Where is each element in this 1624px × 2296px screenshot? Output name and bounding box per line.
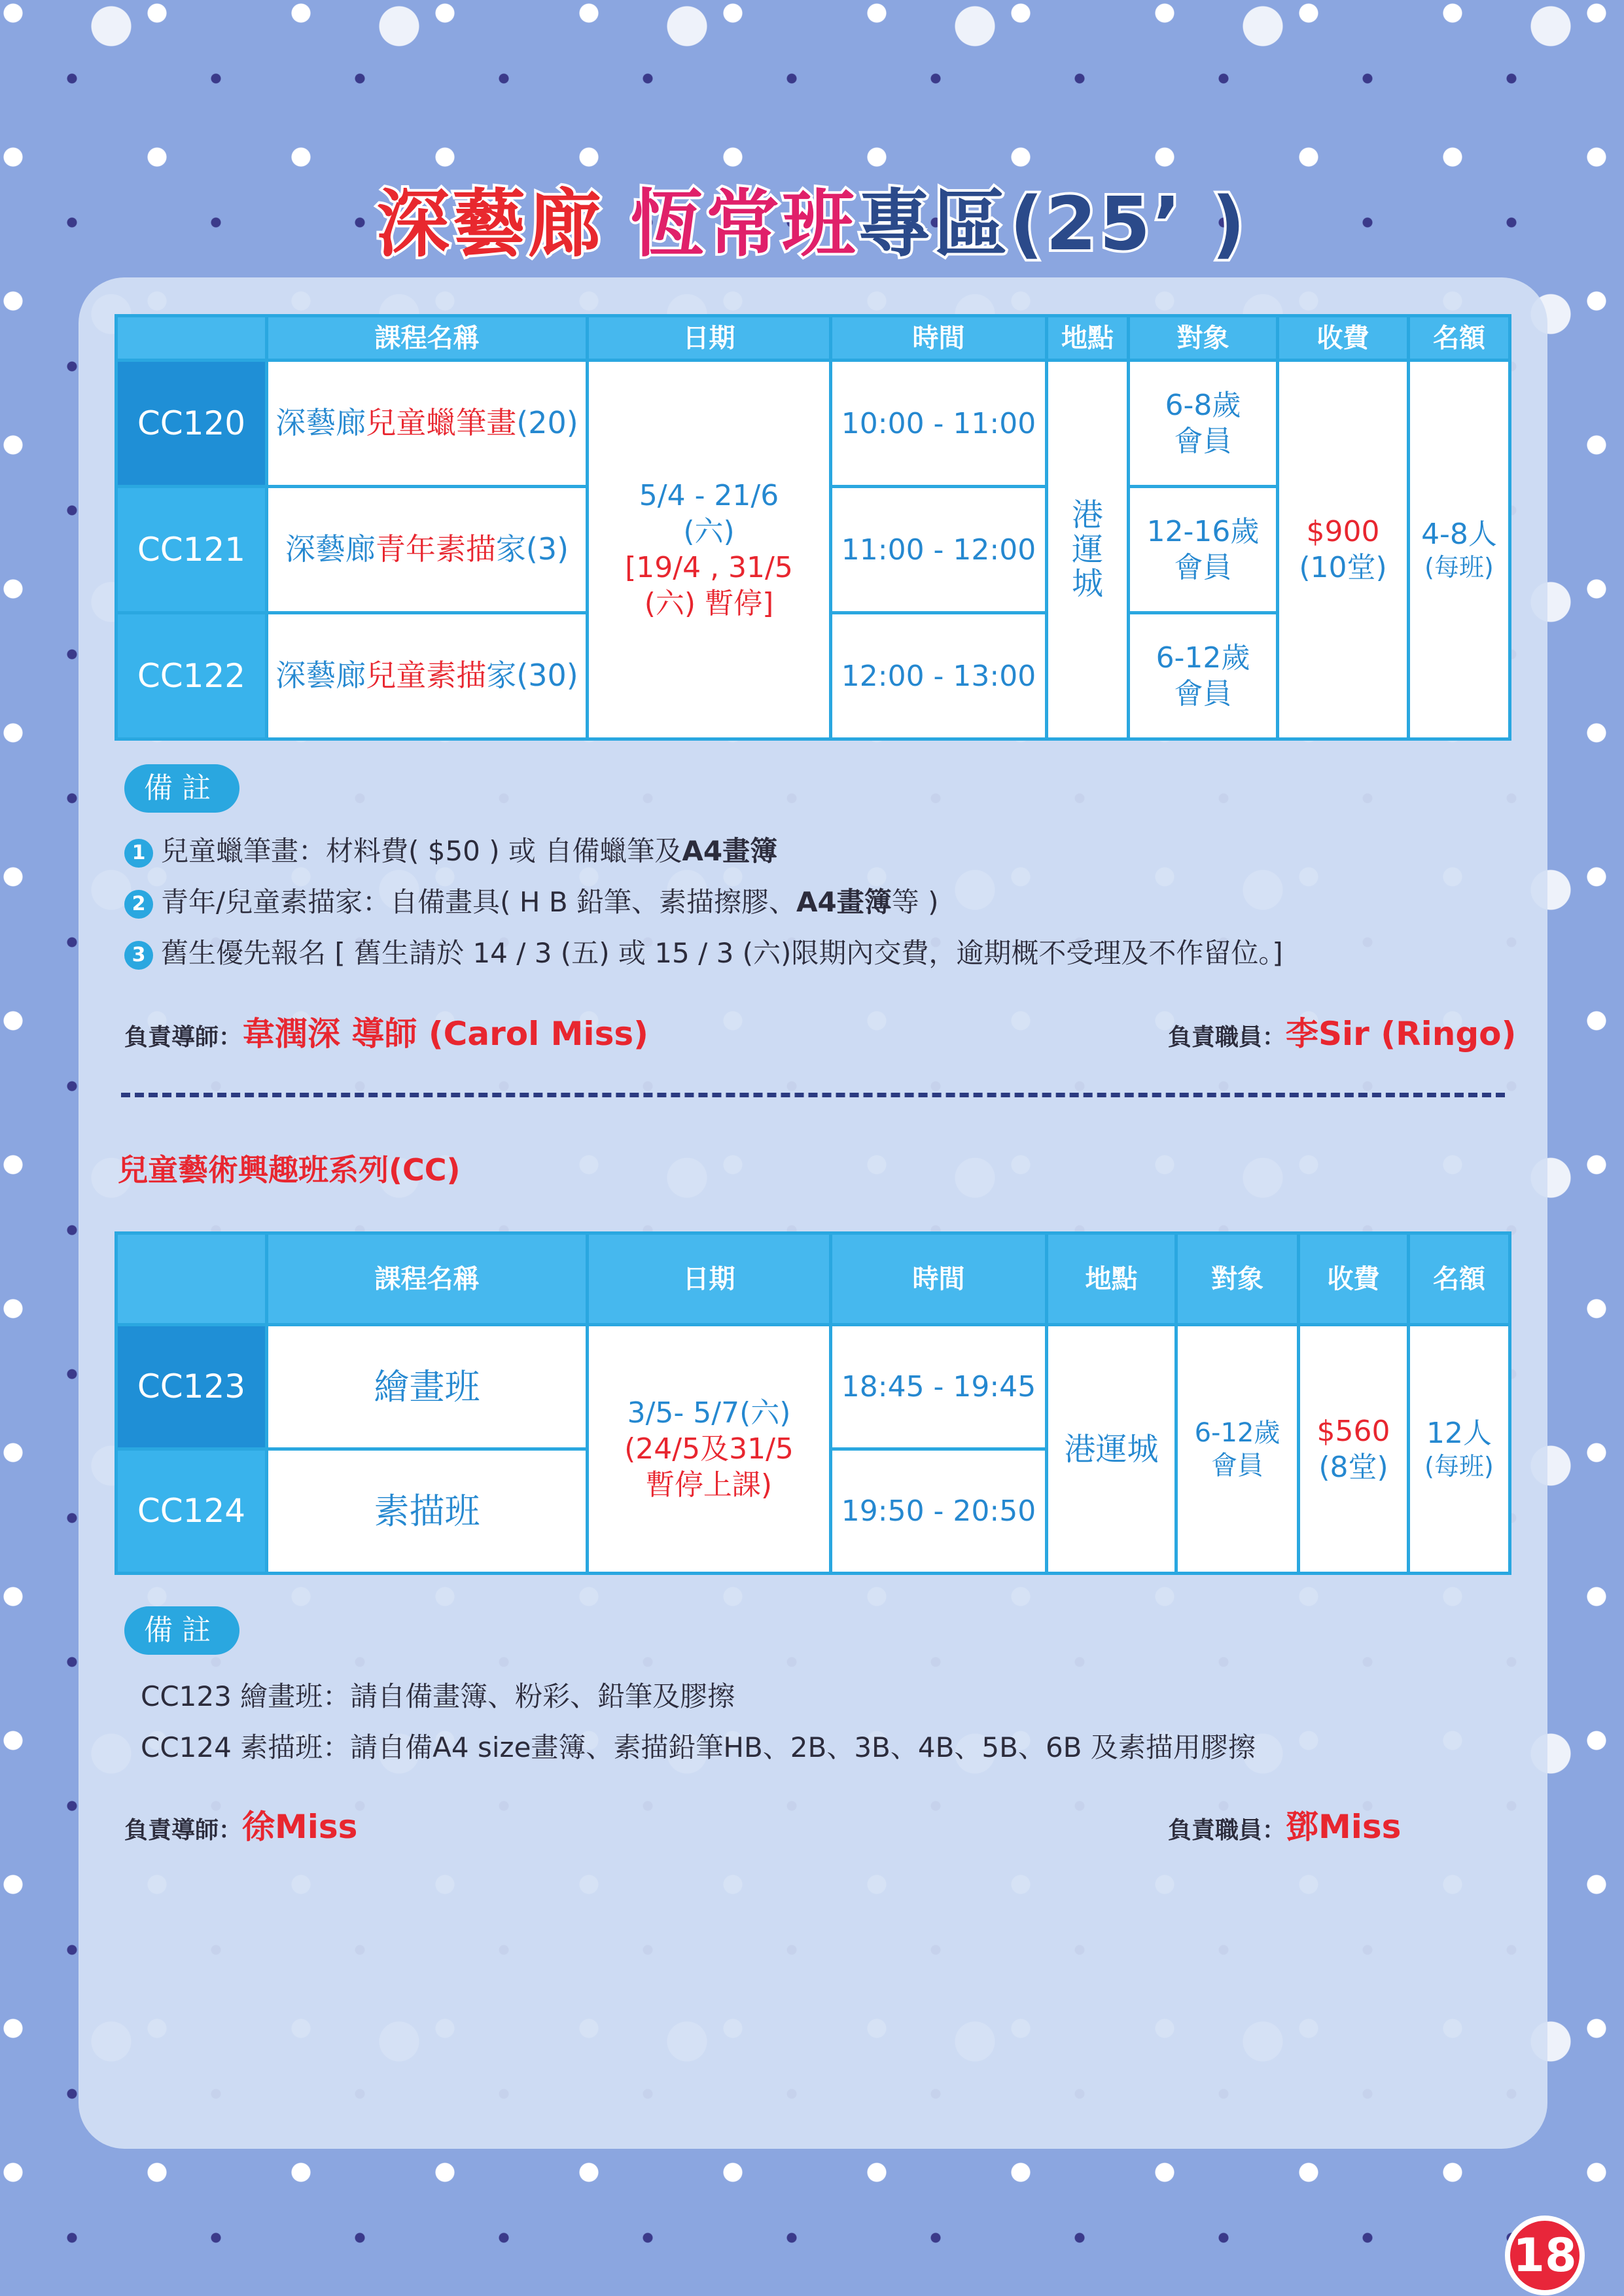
section-divider [121,1093,1505,1097]
course-quota: 4-8人 (每班) [1409,361,1510,739]
header-target: 對象 [1129,316,1278,361]
course-time: 12:00 - 13:00 [831,613,1047,739]
course-code: CC122 [116,613,267,739]
course-place: 港運城 [1047,1325,1176,1574]
remarks-badge: 備註 [124,1606,239,1655]
header-quota: 名額 [1409,316,1510,361]
header-place: 地點 [1047,1233,1176,1325]
header-course-name: 課程名稱 [267,1233,588,1325]
course-code: CC121 [116,487,267,613]
header-date: 日期 [588,1233,831,1325]
staff-credit-2: 負責職員：鄧Miss [1168,1808,1402,1846]
course-target: 12-16歲 會員 [1129,487,1278,613]
course-name: 素描班 [267,1449,588,1574]
header-fee: 收費 [1278,316,1409,361]
remark-line-1: 1 兒童蠟筆畫：材料費( $50 ) 或 自備蠟筆及A4畫簿 [124,830,777,869]
tutor-credit-2: 負責導師：徐Miss [124,1808,358,1846]
series-title: 兒童藝術興趣班系列(CC) [118,1152,461,1188]
page-number: 18 [1505,2216,1585,2295]
tutor-credit-1: 負責導師：韋潤深 導師 (Carol Miss) [124,1015,648,1053]
header-time: 時間 [831,316,1047,361]
table-row [116,361,1510,487]
course-fee: $900 (10堂) [1278,361,1409,739]
title-zone: 專區(25’ ) [858,182,1248,267]
title-gallery: 深藝廊 [376,182,605,267]
header-date: 日期 [588,316,831,361]
header-quota: 名額 [1409,1233,1510,1325]
course-time: 10:00 - 11:00 [831,361,1047,487]
schedule-table-2 [115,1231,1511,1575]
course-code: CC120 [116,361,267,487]
course-code: CC124 [116,1449,267,1574]
header-code [116,316,267,361]
table-row [116,1325,1510,1449]
course-place: 港 運 城 [1047,361,1129,739]
course-code: CC123 [116,1325,267,1449]
title-regular-class: 恆常班 [630,182,858,267]
remark-line-3: 3 舊生優先報名 [ 舊生請於 14 / 3 (五) 或 15 / 3 (六)限期內交費，逾期概不受理及不作留位。] [124,932,1283,971]
course-name: 深藝廊兒童素描家(30) [267,613,588,739]
course-name: 深藝廊兒童蠟筆畫(20) [267,361,588,487]
course-target: 6-12歲 會員 [1129,613,1278,739]
remark-line-1: CC123 繪畫班：請自備畫簿、粉彩、鉛筆及膠擦 [141,1680,735,1712]
course-time: 11:00 - 12:00 [831,487,1047,613]
header-fee: 收費 [1299,1233,1409,1325]
header-code [116,1233,267,1325]
header-course-name: 課程名稱 [267,316,588,361]
course-time: 19:50 - 20:50 [831,1449,1047,1574]
course-fee: $560 (8堂) [1299,1325,1409,1574]
course-target: 6-12歲 會員 [1176,1325,1299,1574]
course-name: 繪畫班 [267,1325,588,1449]
header-time: 時間 [831,1233,1047,1325]
course-quota: 12人 (每班) [1409,1325,1510,1574]
header-place: 地點 [1047,316,1129,361]
staff-credit-1: 負責職員：李Sir (Ringo) [1168,1015,1517,1053]
schedule-table-1 [115,314,1511,741]
remark-line-2: 2 青年/兒童素描家：自備畫具( H B 鉛筆、素描擦膠、A4畫簿等 ) [124,881,938,920]
course-date: 3/5- 5/7(六) (24/5及31/5 暫停上課) [588,1325,831,1574]
course-time: 18:45 - 19:45 [831,1325,1047,1449]
remark-line-2: CC124 素描班：請自備A4 size畫簿、素描鉛筆HB、2B、3B、4B、5B、6B 及素描用膠擦 [141,1731,1256,1763]
page-title [0,175,1624,274]
course-date: 5/4 - 21/6 (六) [19/4 , 31/5 (六) 暫停] [588,361,831,739]
remarks-badge: 備註 [124,764,239,813]
course-target: 6-8歲 會員 [1129,361,1278,487]
header-target: 對象 [1176,1233,1299,1325]
course-name: 深藝廊青年素描家(3) [267,487,588,613]
